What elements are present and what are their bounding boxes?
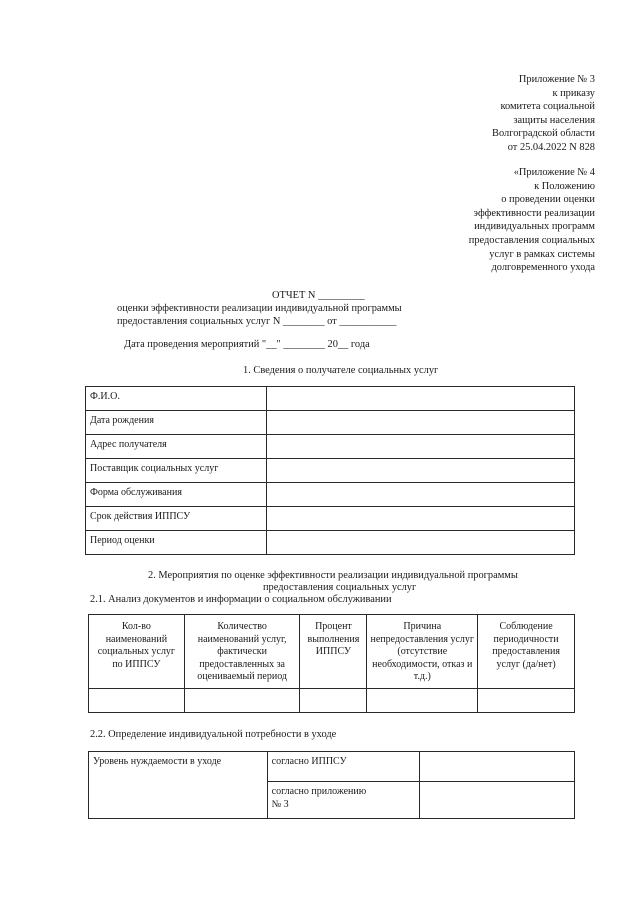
section2-heading: 2. Мероприятия по оценке эффективности реализации индивидуальной программы [148, 570, 518, 581]
subsection-2-2-heading: 2.2. Определение индивидуальной потребности в уходе [90, 729, 337, 740]
row-label: Дата рождения [86, 411, 267, 435]
row-label: Ф.И.О. [86, 387, 267, 411]
table-row [86, 411, 575, 435]
value-cell[interactable] [266, 507, 574, 531]
table-row [86, 387, 575, 411]
appendix-header [492, 73, 595, 155]
table-cell[interactable] [367, 689, 478, 713]
section1-heading: 1. Сведения о получателе социальных услуг [243, 365, 439, 376]
value-cell[interactable] [266, 459, 574, 483]
appendix-line: Приложение № 3 [518, 74, 595, 85]
table-row [86, 531, 575, 555]
table-cell[interactable] [89, 689, 185, 713]
appendix-line: эффективности реализации [473, 207, 595, 219]
value-cell[interactable] [266, 387, 574, 411]
appendix-reference [469, 166, 595, 275]
value-cell[interactable] [266, 531, 574, 555]
value-cell[interactable] [266, 435, 574, 459]
row-label: Срок действия ИППСУ [86, 507, 267, 531]
table-row [86, 507, 575, 531]
table-cell[interactable] [184, 689, 300, 713]
table-cell[interactable] [478, 689, 575, 713]
column-header: Количество наименований услуг, фактически предоставленных за оцениваемый период [184, 615, 300, 689]
subsection-2-1-heading: 2.1. Анализ документов и информации о социальном обслуживании [90, 594, 392, 605]
column-header: Процент выполнения ИППСУ [300, 615, 367, 689]
appendix-line: о проведении оценки [501, 194, 595, 206]
recipient-info-table [85, 386, 575, 555]
row-label: Форма обслуживания [86, 483, 267, 507]
need-level-label: Уровень нуждаемости в уходе [89, 752, 268, 819]
table-row [89, 689, 575, 713]
report-date-line: Дата проведения мероприятий "__" ________ 20__ года [124, 339, 370, 350]
column-header: Причина непредоставления услуг (отсутствие необходимости, отказ и т.д.) [367, 615, 478, 689]
appendix-line: к приказу [552, 87, 595, 99]
appendix-line: от 25.04.2022 N 828 [507, 141, 595, 153]
column-header: Соблюдение периодичности предоставления услуг (да/нет) [478, 615, 575, 689]
table-header-row [89, 615, 575, 689]
value-cell[interactable] [420, 752, 575, 782]
table-row [86, 459, 575, 483]
appendix-line: индивидуальных программ [474, 221, 595, 233]
appendix-line: Волгоградской области [492, 128, 595, 140]
column-header: Кол-во наименований социальных услуг по ИППСУ [89, 615, 185, 689]
appendix-line: услуг в рамках системы [489, 248, 595, 260]
appendix-line: защиты населения [513, 114, 595, 126]
appendix-line: комитета социальной [500, 101, 595, 113]
row-label: Адрес получателя [86, 435, 267, 459]
value-cell[interactable] [266, 411, 574, 435]
appendix-line: к Положению [534, 180, 595, 192]
appendix-line: предоставления социальных [468, 234, 595, 246]
need-option: согласно приложению № 3 [267, 782, 420, 819]
table-row [86, 435, 575, 459]
row-label: Поставщик социальных услуг [86, 459, 267, 483]
documents-analysis-table [88, 614, 575, 713]
report-title: ОТЧЕТ N _________ [272, 290, 365, 301]
value-cell[interactable] [420, 782, 575, 819]
value-cell[interactable] [266, 483, 574, 507]
table-cell[interactable] [300, 689, 367, 713]
care-need-table [88, 751, 575, 819]
need-option: согласно ИППСУ [267, 752, 420, 782]
row-label: Период оценки [86, 531, 267, 555]
table-row [86, 483, 575, 507]
section2-heading-cont: предоставления социальных услуг [263, 582, 417, 593]
appendix-line: «Приложение № 4 [513, 167, 595, 178]
report-subtitle-number: предоставления социальных услуг N ________ от ___________ [117, 316, 397, 327]
report-subtitle: оценки эффективности реализации индивидуальной программы [117, 303, 402, 314]
table-row [89, 752, 575, 782]
appendix-line: долговременного ухода [491, 262, 595, 274]
